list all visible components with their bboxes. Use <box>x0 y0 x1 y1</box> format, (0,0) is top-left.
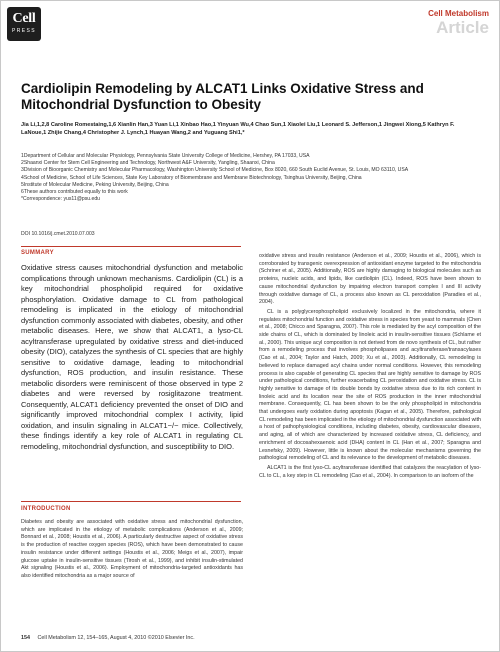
affiliations <box>21 153 481 203</box>
affiliation: 2Shaanxi Center for Stem Cell Engineering and Technology, Northwest A&F University, Yangling, Shaanxi, China <box>21 160 275 167</box>
doi: DOI 10.1016/j.cmet.2010.07.003 <box>21 231 95 237</box>
affiliation: 4School of Medicine, School of Life Sciences, State Key Laboratory of Biomembrane and Membrane Biotechnology, Tsinghua University, Beijing, China <box>21 174 362 181</box>
affiliation: 6These authors contributed equally to this work <box>21 189 128 196</box>
affiliation: 1Department of Cellular and Molecular Physiology, Pennsylvania State University College of Medicine, Hershey, PA 17033, USA <box>21 153 310 159</box>
article-type: Article <box>436 18 489 37</box>
right-column <box>259 253 481 633</box>
affiliation: 5Institute of Molecular Medicine, Peking University, Beijing, China <box>21 181 169 188</box>
intro-text: Diabetes and obesity are associated with oxidative stress and mitochondrial dysfunction, which are implicated in the etiology of metabolic complications (Anderson et al., 2009; Bonnard et al., 2008; Houstis et al., 2006). A particularly destructive aspect of oxidative stress is the production of reactive oxygen species (ROS), which have been demonstrated to cause insulin resistance under different settings (Houstis et al., 2006; Meigs et al., 2007), impair glucose uptake in insulin-sensitive tissues (Tirosh et al., 1999), and inhibit insulin-stimulated Akt signaling (Houstis et al., 2006). Employment of mitochondria-targeted antioxidants has also identified mitochondria as a major source of <box>21 519 243 579</box>
logo-press: PRESS <box>12 28 36 34</box>
journal-name: Cell Metabolism <box>428 9 489 18</box>
summary-rule <box>21 246 241 247</box>
logo-word: Cell <box>12 11 36 26</box>
affiliation: 3Division of Bioorganic Chemistry and Molecular Pharmacology, Washington University School of Medicine, Box 8020, 660 South Euclid Avenue, St. Louis, MO 63110, USA <box>21 167 409 174</box>
intro-heading: INTRODUCTION <box>21 506 71 512</box>
intro-rule <box>21 501 241 502</box>
article-title: Cardiolipin Remodeling by ALCAT1 Links Oxidative Stress and Mitochondrial Dysfunction to Obesity <box>21 81 424 112</box>
correspondence: *Correspondence: yus11@psu.edu <box>21 196 100 203</box>
page-footer <box>21 635 195 641</box>
page-number: 154 <box>21 635 30 641</box>
cell-press-logo <box>7 7 41 41</box>
body-paragraph: ALCAT1 is the first lyso-CL acyltransferase identified that catalyzes the reacylation of lyso-CL to CL, a key step in CL remodeling (Cao et al., 2004). In comparison to an isoform of the <box>259 464 481 479</box>
author-list: Jia Li,1,2,8 Caroline Romestaing,1,6 Xianlin Han,3 Yuan Li,1 Xinbao Hao,1 Yinyuan Wu,4 Chao Sun,1 Xiaolei Liu,1 Leonard S. Jefferson,1 Jingwei Xiong,5 Kathryn F. LaNoue,1 Zhijie Chang,4 Christopher J. Lynch,1 Huayan Wang,2 and Yuguang Shi1,* <box>21 122 455 136</box>
body-paragraph: CL is a polyglycerophospholipid exclusively localized in the mitochondria, where it regulates mitochondrial function and oxidative stress in species from yeast to mammals (Chen et al., 2008; Chicco and Sparagna, 2007). This role is mediated by the acyl composition of the side chains of CL, which is dominated by linoleic acid in insulin-sensitive tissues (Schlame et al., 2000). This unique acyl composition is not derived from de novo synthesis of CL, but rather from a remodeling process that involves phospholipases and acyltransferase/transacylases (Cao et al., 2004; Taylor and Hatch, 2009; Xu et al., 2003). Additionally, CL remodeling is believed to replace damaged acyl chains under normal conditions. However, this remodeling process is also capable of generating CL species that are highly sensitive to damage by ROS under pathological conditions, further exacerbating CL peroxidation and oxidative stress. CL is highly sensitive to damage of its double bonds by oxidative stress due to its rich content in linoleic acid and its location near the site of ROS production in the inner mitochondrial membrane. Consequently, CL has been shown to be the only phospholipid in mitochondria that undergoes early oxidation during apoptosis (Kagan et al., 2005). Therefore, pathological CL remodeling has been implicated in the etiology of mitochondrial dysfunction associated with a host of pathophysiological conditions, including diabetes, obesity, cardiovascular diseases, and aging, all of which are characterized by increased oxidative stress, CL deficiency, and enrichment of docosahexaenoic acid (DHA) content in CL (Han et al., 2007; Sparagna and Lesnefsky, 2009). However, little is known about the molecular mechanisms governing the pathological remodeling of CL and its relevance to the development of metabolic diseases. <box>259 308 481 462</box>
summary-heading: SUMMARY <box>21 250 54 256</box>
citation: Cell Metabolism 12, 154–165, August 4, 2010 ©2010 Elsevier Inc. <box>37 635 195 641</box>
body-paragraph: oxidative stress and insulin resistance (Anderson et al., 2009; Houstis et al., 2006), which is corroborated by transgenic overexpression of antioxidant enzyme targeted to the mitochondria (Schriner et al., 2005). Additionally, ROS are highly damaging to biological molecules such as proteins, nucleic acids, and lipids, like cardiolipin (CL). Indeed, ROS have been shown to cause mitochondrial dysfunction by impairing electron transport complex I and III activity through oxidative damage of CL, a process also known as CL peroxidation (Paradies et al., 2004). <box>259 253 481 306</box>
summary-text: Oxidative stress causes mitochondrial dysfunction and metabolic complications through unknown mechanisms. Cardiolipin (CL) is a key mitochondrial phospholipid required for oxidative phosphorylation. Oxidative damage to CL from pathological remodeling is implicated in the etiology of mitochondrial dysfunction commonly associated with diabetes, obesity, and other metabolic diseases. Here, we show that ALCAT1, a lyso-CL acyltransferase upregulated by oxidative stress and diet-induced obesity (DIO), catalyzes the synthesis of CL species that are highly sensitive to oxidative damage, leading to mitochondrial dysfunction, ROS production, and insulin resistance. These metabolic disorders were reminiscent of those observed in type 2 diabetes and were reversed by rosiglitazone treatment. Consequently, ALCAT1 deficiency prevented the onset of DIO and significantly improved mitochondrial complex I activity, lipid oxidation, and insulin signaling in ALCAT1−/− mice. Collectively, these findings identify a key role of ALCAT1 in regulating CL remodeling, mitochondrial dysfunction, and susceptibility to DIO. <box>21 263 243 451</box>
